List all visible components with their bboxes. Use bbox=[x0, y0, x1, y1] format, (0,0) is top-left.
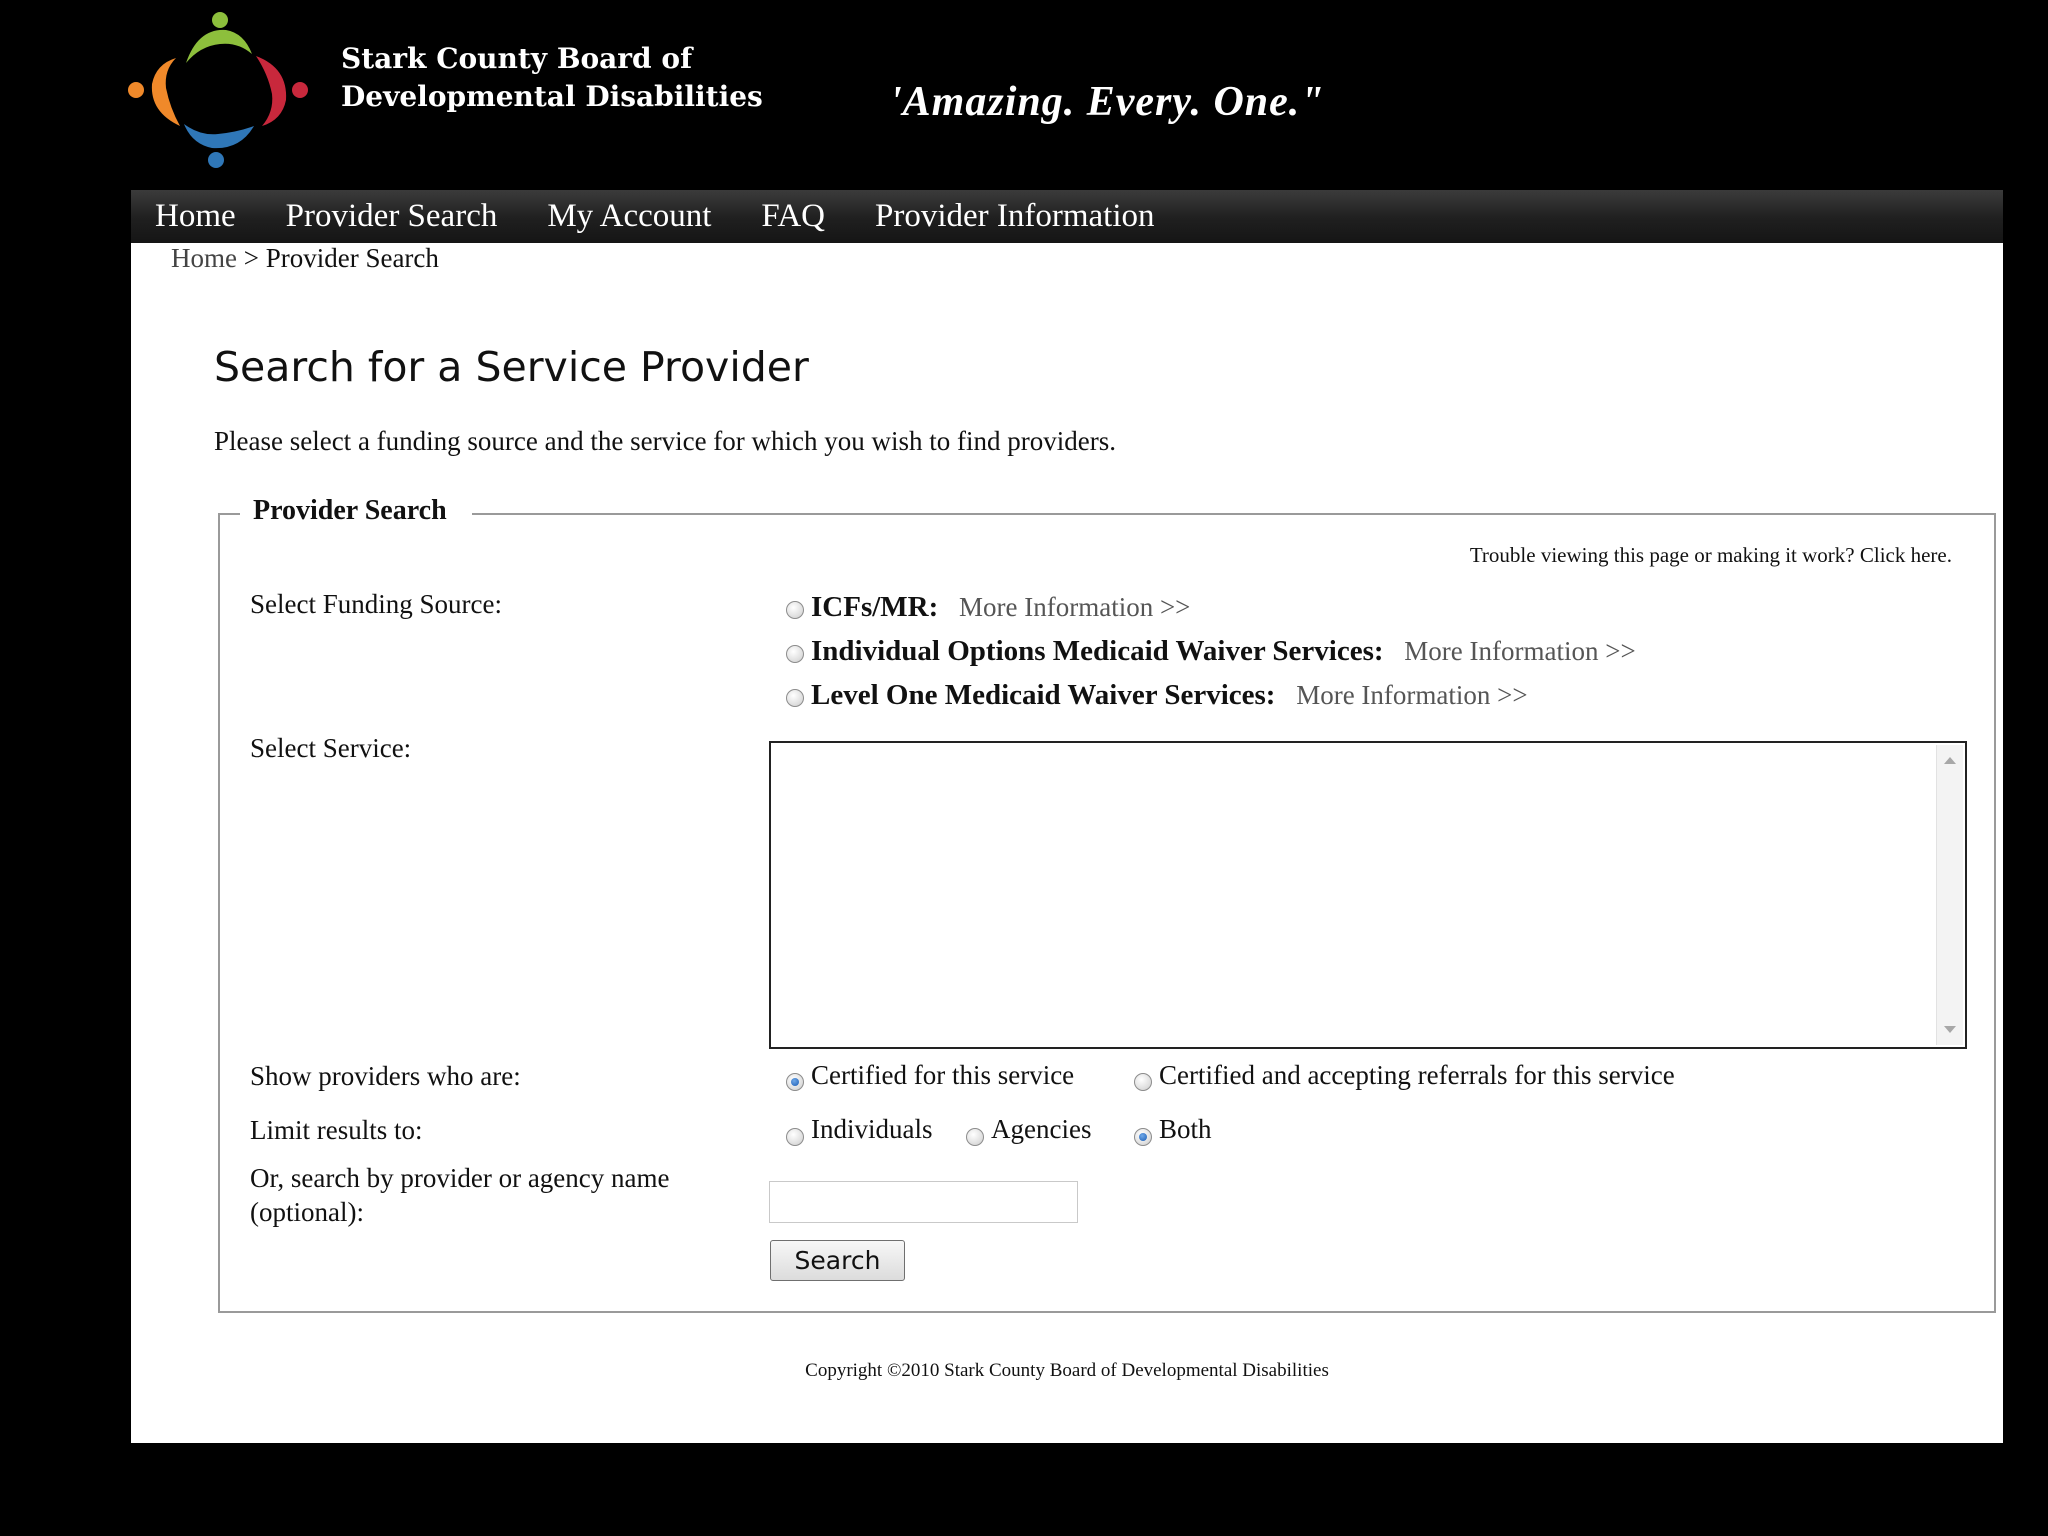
tagline: 'Amazing. Every. One." bbox=[890, 79, 1325, 125]
fieldset-border-right-segment bbox=[472, 513, 1994, 515]
copyright-text: Copyright ©2010 Stark County Board of Developmental Disabilities bbox=[805, 1360, 1329, 1381]
funding-option-individual-options bbox=[811, 635, 1636, 668]
provider-name-input[interactable] bbox=[769, 1181, 1078, 1223]
limit-both-radio[interactable] bbox=[1134, 1128, 1152, 1146]
nav-home[interactable]: Home bbox=[155, 198, 236, 234]
trouble-help-prefix: Trouble viewing this page or making it work? Click bbox=[1469, 543, 1911, 567]
page-title: Search for a Service Provider bbox=[214, 343, 809, 391]
funding-radio-individual-options[interactable] bbox=[786, 645, 804, 663]
nav-my-account[interactable]: My Account bbox=[547, 198, 712, 234]
funding-option-level-one-label: Level One Medicaid Waiver Services: bbox=[811, 679, 1276, 711]
scroll-down-arrow-icon[interactable] bbox=[1944, 1026, 1956, 1033]
service-list-scrollbar[interactable] bbox=[1936, 745, 1963, 1045]
breadcrumb bbox=[171, 243, 439, 274]
org-name: Stark County Board of Developmental Disabilities bbox=[341, 42, 763, 113]
show-providers-label: Show providers who are: bbox=[250, 1061, 521, 1091]
trouble-help-link[interactable]: here. bbox=[1910, 543, 1952, 567]
breadcrumb-separator: > bbox=[236, 243, 266, 273]
main-nav bbox=[131, 190, 2003, 243]
limit-individuals-label: Individuals bbox=[811, 1114, 933, 1144]
level-one-more-info-link[interactable]: More Information >> bbox=[1296, 680, 1528, 710]
show-accepting-referrals-label: Certified and accepting referrals for this service bbox=[1159, 1060, 1675, 1090]
limit-results-label: Limit results to: bbox=[250, 1115, 423, 1145]
funding-option-individual-options-label: Individual Options Medicaid Waiver Services: bbox=[811, 635, 1384, 667]
nav-faq[interactable]: FAQ bbox=[761, 198, 825, 234]
funding-source-label: Select Funding Source: bbox=[250, 589, 502, 619]
service-listbox[interactable] bbox=[769, 741, 1967, 1049]
search-button[interactable]: Search bbox=[770, 1240, 905, 1281]
show-certified-label: Certified for this service bbox=[811, 1060, 1075, 1090]
limit-both-label: Both bbox=[1159, 1114, 1212, 1144]
nav-provider-search[interactable]: Provider Search bbox=[285, 198, 498, 234]
limit-agencies-label: Agencies bbox=[991, 1114, 1092, 1144]
provider-search-fieldset bbox=[218, 495, 1996, 1313]
select-service-label: Select Service: bbox=[250, 733, 412, 763]
trouble-help-text bbox=[1470, 543, 1952, 568]
limit-individuals-radio[interactable] bbox=[786, 1128, 804, 1146]
name-search-label: Or, search by provider or agency name (optional): bbox=[250, 1163, 670, 1227]
fieldset-border-left-segment bbox=[220, 513, 240, 515]
icfs-more-info-link[interactable]: More Information >> bbox=[959, 592, 1191, 622]
funding-radio-level-one[interactable] bbox=[786, 689, 804, 707]
show-accepting-referrals-radio[interactable] bbox=[1134, 1073, 1152, 1091]
funding-option-level-one bbox=[811, 679, 1528, 712]
board-logo bbox=[128, 8, 310, 168]
content-panel bbox=[131, 243, 2003, 1443]
nav-provider-information[interactable]: Provider Information bbox=[875, 198, 1155, 234]
scroll-up-arrow-icon[interactable] bbox=[1944, 757, 1956, 764]
funding-radio-icfs[interactable] bbox=[786, 601, 804, 619]
show-certified-radio[interactable] bbox=[786, 1073, 804, 1091]
funding-option-icfs bbox=[811, 591, 1190, 624]
limit-agencies-radio[interactable] bbox=[966, 1128, 984, 1146]
fieldset-legend: Provider Search bbox=[250, 495, 450, 527]
individual-options-more-info-link[interactable]: More Information >> bbox=[1404, 636, 1636, 666]
instructions-text: Please select a funding source and the service for which you wish to find providers. bbox=[214, 426, 1116, 456]
funding-option-icfs-label: ICFs/MR: bbox=[811, 591, 939, 623]
breadcrumb-current: Provider Search bbox=[265, 243, 439, 273]
breadcrumb-home-link[interactable]: Home bbox=[171, 243, 237, 273]
